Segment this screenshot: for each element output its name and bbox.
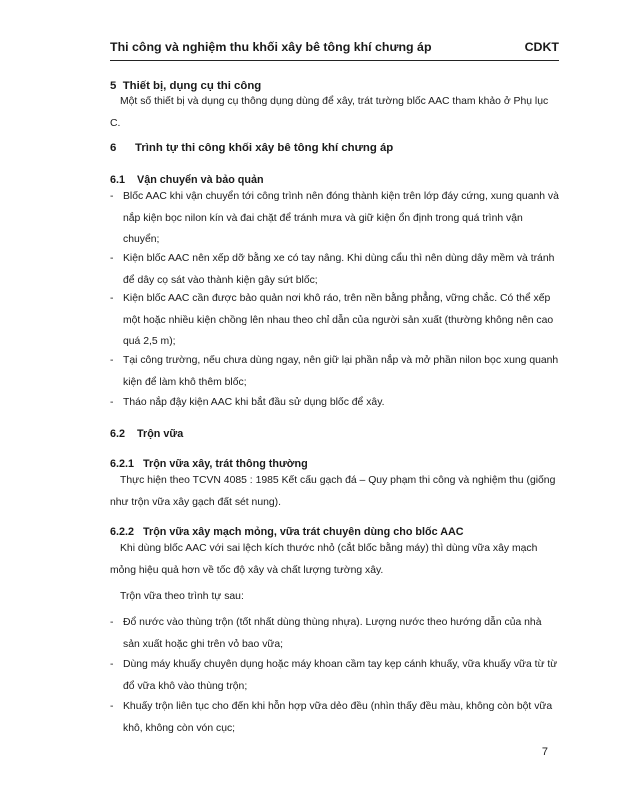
section-6-2-1-heading bbox=[110, 458, 308, 470]
page-number: 7 bbox=[541, 746, 548, 758]
bullet-dash: - bbox=[110, 617, 114, 628]
section-6-number: 6 bbox=[110, 142, 117, 154]
list-item: Khuấy trộn liên tục cho đến khi hỗn hợp vữa dẻo đều (nhìn thấy đều màu, không còn bột vữa khô, không còn vón cục; bbox=[123, 701, 553, 734]
section-6-2-2-number: 6.2.2 bbox=[110, 526, 135, 538]
list-item: Tại công trường, nếu chưa dùng ngay, nên giữ lại phần nắp và mở phần nilon bọc xung quanh kiện để làm khô thêm blốc; bbox=[123, 355, 559, 388]
section-6-2-2-heading bbox=[110, 526, 464, 538]
section-6-1-heading bbox=[110, 174, 264, 186]
header-code: CDKT bbox=[524, 40, 559, 54]
section-6-2-title: Trộn vữa bbox=[137, 428, 184, 440]
section-5-number: 5 bbox=[110, 80, 117, 92]
list-item: Tháo nắp đậy kiện AAC khi bắt đầu sử dụng blốc để xây. bbox=[123, 397, 385, 408]
bullet-dash: - bbox=[110, 191, 114, 202]
bullet-dash: - bbox=[110, 355, 114, 366]
bullet-dash: - bbox=[110, 293, 114, 304]
section-5-body: Một số thiết bị và dụng cụ thông dụng dùng để xây, trát tường blốc AAC tham khảo ở Phụ lục C. bbox=[110, 96, 549, 129]
bullet-dash: - bbox=[110, 253, 114, 264]
section-6-2-1-body: Thực hiện theo TCVN 4085 : 1985 Kết cấu gạch đá – Quy phạm thi công và nghiệm thu (giống như trộn vữa xây gạch đất sét nung). bbox=[110, 475, 556, 508]
section-6-2-1-title: Trộn vữa xây, trát thông thường bbox=[143, 458, 308, 470]
section-6-2-number: 6.2 bbox=[110, 428, 126, 440]
section-6-1-number: 6.1 bbox=[110, 174, 126, 186]
list-item: Kiện blốc AAC cần được bảo quản nơi khô ráo, trên nền bằng phẳng, vững chắc. Có thể xếp một hoặc nhiều kiện chồng lên nhau theo chỉ dẫn của người sản xuất (thường không nên cao quá 2,5 m); bbox=[123, 293, 554, 347]
list-item: Kiện blốc AAC nên xếp dỡ bằng xe có tay nâng. Khi dùng cẩu thì nên dùng dây mềm và tránh để dây cọ sát vào thành kiện gây sứt blốc; bbox=[123, 253, 555, 286]
section-6-title: Trình tự thi công khối xây bê tông khí chưng áp bbox=[135, 142, 394, 154]
section-6-2-1-number: 6.2.1 bbox=[110, 458, 135, 470]
bullet-dash: - bbox=[110, 701, 114, 712]
list-item: Dùng máy khuấy chuyên dụng hoặc máy khoan cầm tay kẹp cánh khuấy, vữa khuấy vữa từ từ đổ vữa khô vào thùng trộn; bbox=[123, 659, 558, 692]
section-6-2-2-body: Khi dùng blốc AAC với sai lệch kích thước nhỏ (cắt blốc bằng máy) thì dùng vữa xây mạch mỏng hiệu quả hơn về tốc độ xây và chất lượng tường xây. bbox=[110, 543, 538, 576]
section-6-heading bbox=[110, 142, 393, 154]
section-6-1-title: Vận chuyển và bảo quản bbox=[137, 174, 264, 186]
section-6-2-heading bbox=[110, 428, 183, 440]
list-item: Đổ nước vào thùng trộn (tốt nhất dùng thùng nhựa). Lượng nước theo hướng dẫn của nhà sản xuất hoặc ghi trên vỏ bao vữa; bbox=[123, 617, 542, 650]
section-6-2-2-title: Trộn vữa xây mạch mỏng, vữa trát chuyên dùng cho blốc AAC bbox=[143, 526, 464, 538]
bullet-dash: - bbox=[110, 659, 114, 670]
header-title: Thi công và nghiệm thu khối xây bê tông khí chưng áp bbox=[110, 40, 432, 54]
section-6-2-2-intro: Trộn vữa theo trình tự sau: bbox=[120, 591, 244, 602]
list-item: Blốc AAC khi vận chuyển tới công trình nên đóng thành kiện trên lớp đáy cứng, xung quanh và nắp kiện bọc nilon kín và đai chặt để tránh mưa và giữ kiện ổn định trong quá trình vận chuyển; bbox=[123, 191, 559, 245]
bullet-dash: - bbox=[110, 397, 114, 408]
section-5-title: Thiết bị, dụng cụ thi công bbox=[122, 80, 262, 92]
running-header bbox=[110, 40, 559, 61]
